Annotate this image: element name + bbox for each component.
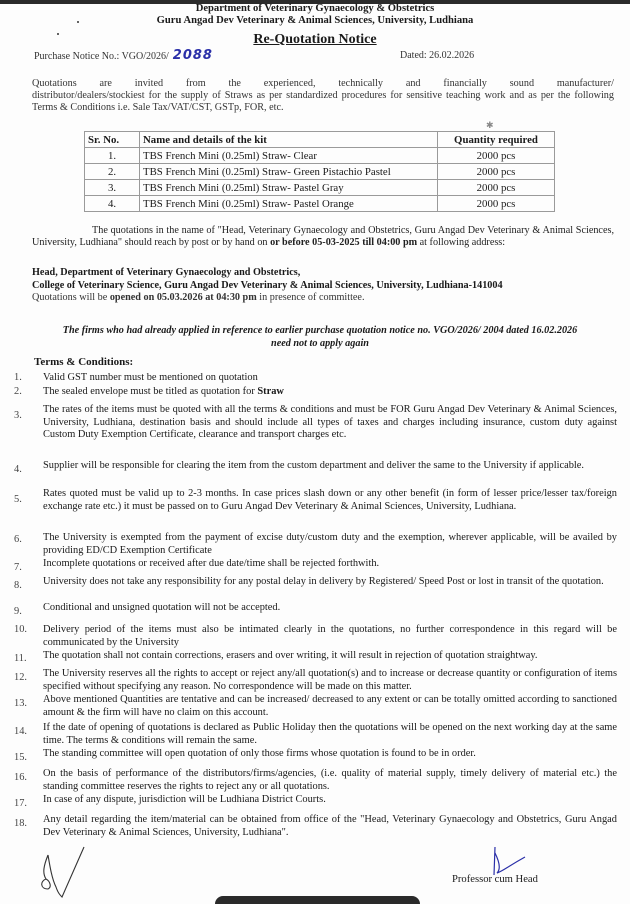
table-row: 4. TBS French Mini (0.25ml) Straw- Pastel Orange 2000 pcs	[85, 196, 555, 212]
signature-left-icon	[34, 845, 104, 900]
table-row: 3. TBS French Mini (0.25ml) Straw- Pastel Gray 2000 pcs	[85, 180, 555, 196]
previous-applicants-note: The firms who had already applied in reference to earlier purchase quotation notice no. VGO/2026/ 2004 dated 16.02.2026 need not to apply again	[62, 325, 578, 349]
intro-paragraph: Quotations are invited from the experienced, technically and financially sound manufacturer/ distributor/dealers/stockiest for the supply of Straws as per standardized procedures for sensitive teaching work and as per the following Terms & Conditions i.e. Sale Tax/VAT/CST, GSTp, FOR, etc.	[32, 78, 614, 114]
department-heading: Department of Veterinary Gynaecology & Obstetrics	[195, 3, 435, 14]
table-row: 2. TBS French Mini (0.25ml) Straw- Green Pistachio Pastel 2000 pcs	[85, 164, 555, 180]
signatory-designation: Professor cum Head	[452, 874, 538, 885]
submission-paragraph: The quotations in the name of "Head, Veterinary Gynaecology and Obstetrics, Guru Angad Dev Veterinary & Animal Sciences, University, Ludhiana" should reach by post or by hand on or before 05-03-2025 till 04:00 pm at following address:	[32, 225, 614, 249]
notice-date: Dated: 26.02.2026	[400, 50, 475, 61]
scan-speck	[77, 21, 79, 23]
page-title: Re-Quotation Notice	[253, 32, 377, 47]
scan-speck	[57, 33, 59, 35]
opening-info: Quotations will be opened on 05.03.2026 at 04:30 pm in presence of committee.	[32, 292, 365, 303]
university-heading: Guru Angad Dev Veterinary & Animal Sciences, University, Ludhiana	[156, 15, 474, 26]
terms-heading: Terms & Conditions:	[34, 356, 134, 368]
bottom-overlay-bar	[215, 896, 420, 904]
submission-address: Head, Department of Veterinary Gynaecology and Obstetrics, College of Veterinary Science, Guru Angad Dev Veterinary & Animal Sciences, University, Ludhiana-141004	[32, 267, 503, 291]
purchase-notice-number: Purchase Notice No.: VGO/2026/ 2088	[34, 48, 213, 63]
document-page: Department of Veterinary Gynaecology & Obstetrics Guru Angad Dev Veterinary & Animal Sciences, University, Ludhiana Re-Quotation Notice Purchase Notice No.: VGO/2026/ 2088 Dated: 26.02.2026 Quotations are invited from the experienced, technically and financially sound manufacturer/ distributor/dealers/stockiest for the supply of Straws as per standardized procedures for sensitive teaching work and as per the following Terms & Conditions i.e. Sale Tax/VAT/CST, GSTp, FOR, etc. ✱ Sr. No. Name and details of the kit Quantity required 1. TBS French Mini (0.25ml) Straw- Clear 2000 pcs 2. TBS French Mini (0.25ml) Straw- Green Pistachio Pastel 2000 pcs 3. TBS French Mini (0.25ml) Straw- Pastel Gray 2000 pcs 4. TBS French Mini (0.25ml) Straw- Pastel Orange 2000 pcs The quotations in the name of "Head, Veterinary Gynaecology and Obstetrics, Guru Angad Dev Veterinary & Animal Sciences, University, Ludhiana" should reach by post or by hand on or before 05-03-2025 till 04:00 pm at following address: Head, Department of Veterinary Gynaecology and Obstetrics, College of Veterinary Science, Guru Angad Dev Veterinary & Animal Sciences, University, Ludhiana-141004 Quotations will be opened on 05.03.2026 at 04:30 pm in presence of committee. The firms who had already applied in reference to earlier purchase quotation notice no. VGO/2026/ 2004 dated 16.02.2026 need not to apply again Terms & Conditions: 1. Valid GST number must be mentioned on quotation 2. The sealed envelope must be titled as quotation for Straw 3. The rates of the items must be quoted with all the terms & conditions and must be FOR Guru Angad Dev Veterinary & Animal Sciences, University, Ludhiana, destination basis and should include all types of taxes and charges including insurance, custom duty against Custom Duty Exemption Certificate, clearance and transport charges etc. 4. Supplier will be responsible for clearing the item from the custom department and deliver the same to the University if applicable. 5. Rates quoted must be valid up to 2-3 months. In case prices slash down or any other benefit (in form of lesser price/lesser tax/foreign exchange rate etc.) it must be passed on to Guru Angad Dev Veterinary & Animal Sciences, University, Ludhiana. 6. The University is exempted from the payment of excise duty/custom duty and the exemption, wherever applicable, will be availed by providing ED/CD Exemption Certificate 7. Incomplete quotations or received after due date/time shall be rejected forthwith. 8. University does not take any responsibility for any postal delay in delivery by Registered/ Speed Post or lost in transit of the quotation. 9. Conditional and unsigned quotation will not be accepted. 10. Delivery period of the items must also be intimated clearly in the quotations, no further correspondence in this regard will be communicated by the University 11. The quotation shall not contain corrections, erasers and over writing, it will result in rejection of quotation straightway. 12. The University reserves all the rights to accept or reject any/all quotation(s) and to increase or decrease quantity or configuration of items specified without specifying any reason. No correspondence will be made on this matter. 13. Above mentioned Quantities are tentative and can be increased/ decreased to any extent or can be totally omitted according to sanctioned amount & the firm will have no claim on this account. 14. If the date of opening of quotations is declared as Public Holiday then the quotations will be opened on the next working day at the same time. The terms & conditions will remain the same. 15. The standing committee will open quotation of only those firms whose quotation is found to be in order. 16. On the basis of performance of the distributors/firms/agencies, (i.e. quality of material supply, timely delivery of material etc.) the standing committee reserves the rights to reject any or all quotations. 17. In case of any dispute, jurisdiction will be Ludhiana District Courts. 18. Any detail regarding the item/material can be obtained from office of the "Head, Veterinary Gynaecology and Obstetrics, Guru Angad Dev Veterinary & Animal Sciences, University, Ludhiana". Professor cum Head	[0, 0, 630, 900]
items-table	[84, 131, 555, 212]
handwritten-number: 2088	[172, 48, 213, 63]
submission-deadline: or before 05-03-2025 till 04:00 pm	[270, 237, 418, 249]
col-name: Name and details of the kit	[140, 132, 438, 148]
table-header-row	[85, 132, 555, 148]
col-quantity: Quantity required	[438, 132, 555, 148]
table-row: 1. TBS French Mini (0.25ml) Straw- Clear 2000 pcs	[85, 148, 555, 164]
ink-mark-icon: ✱	[486, 120, 494, 130]
col-sr-no: Sr. No.	[85, 132, 140, 148]
